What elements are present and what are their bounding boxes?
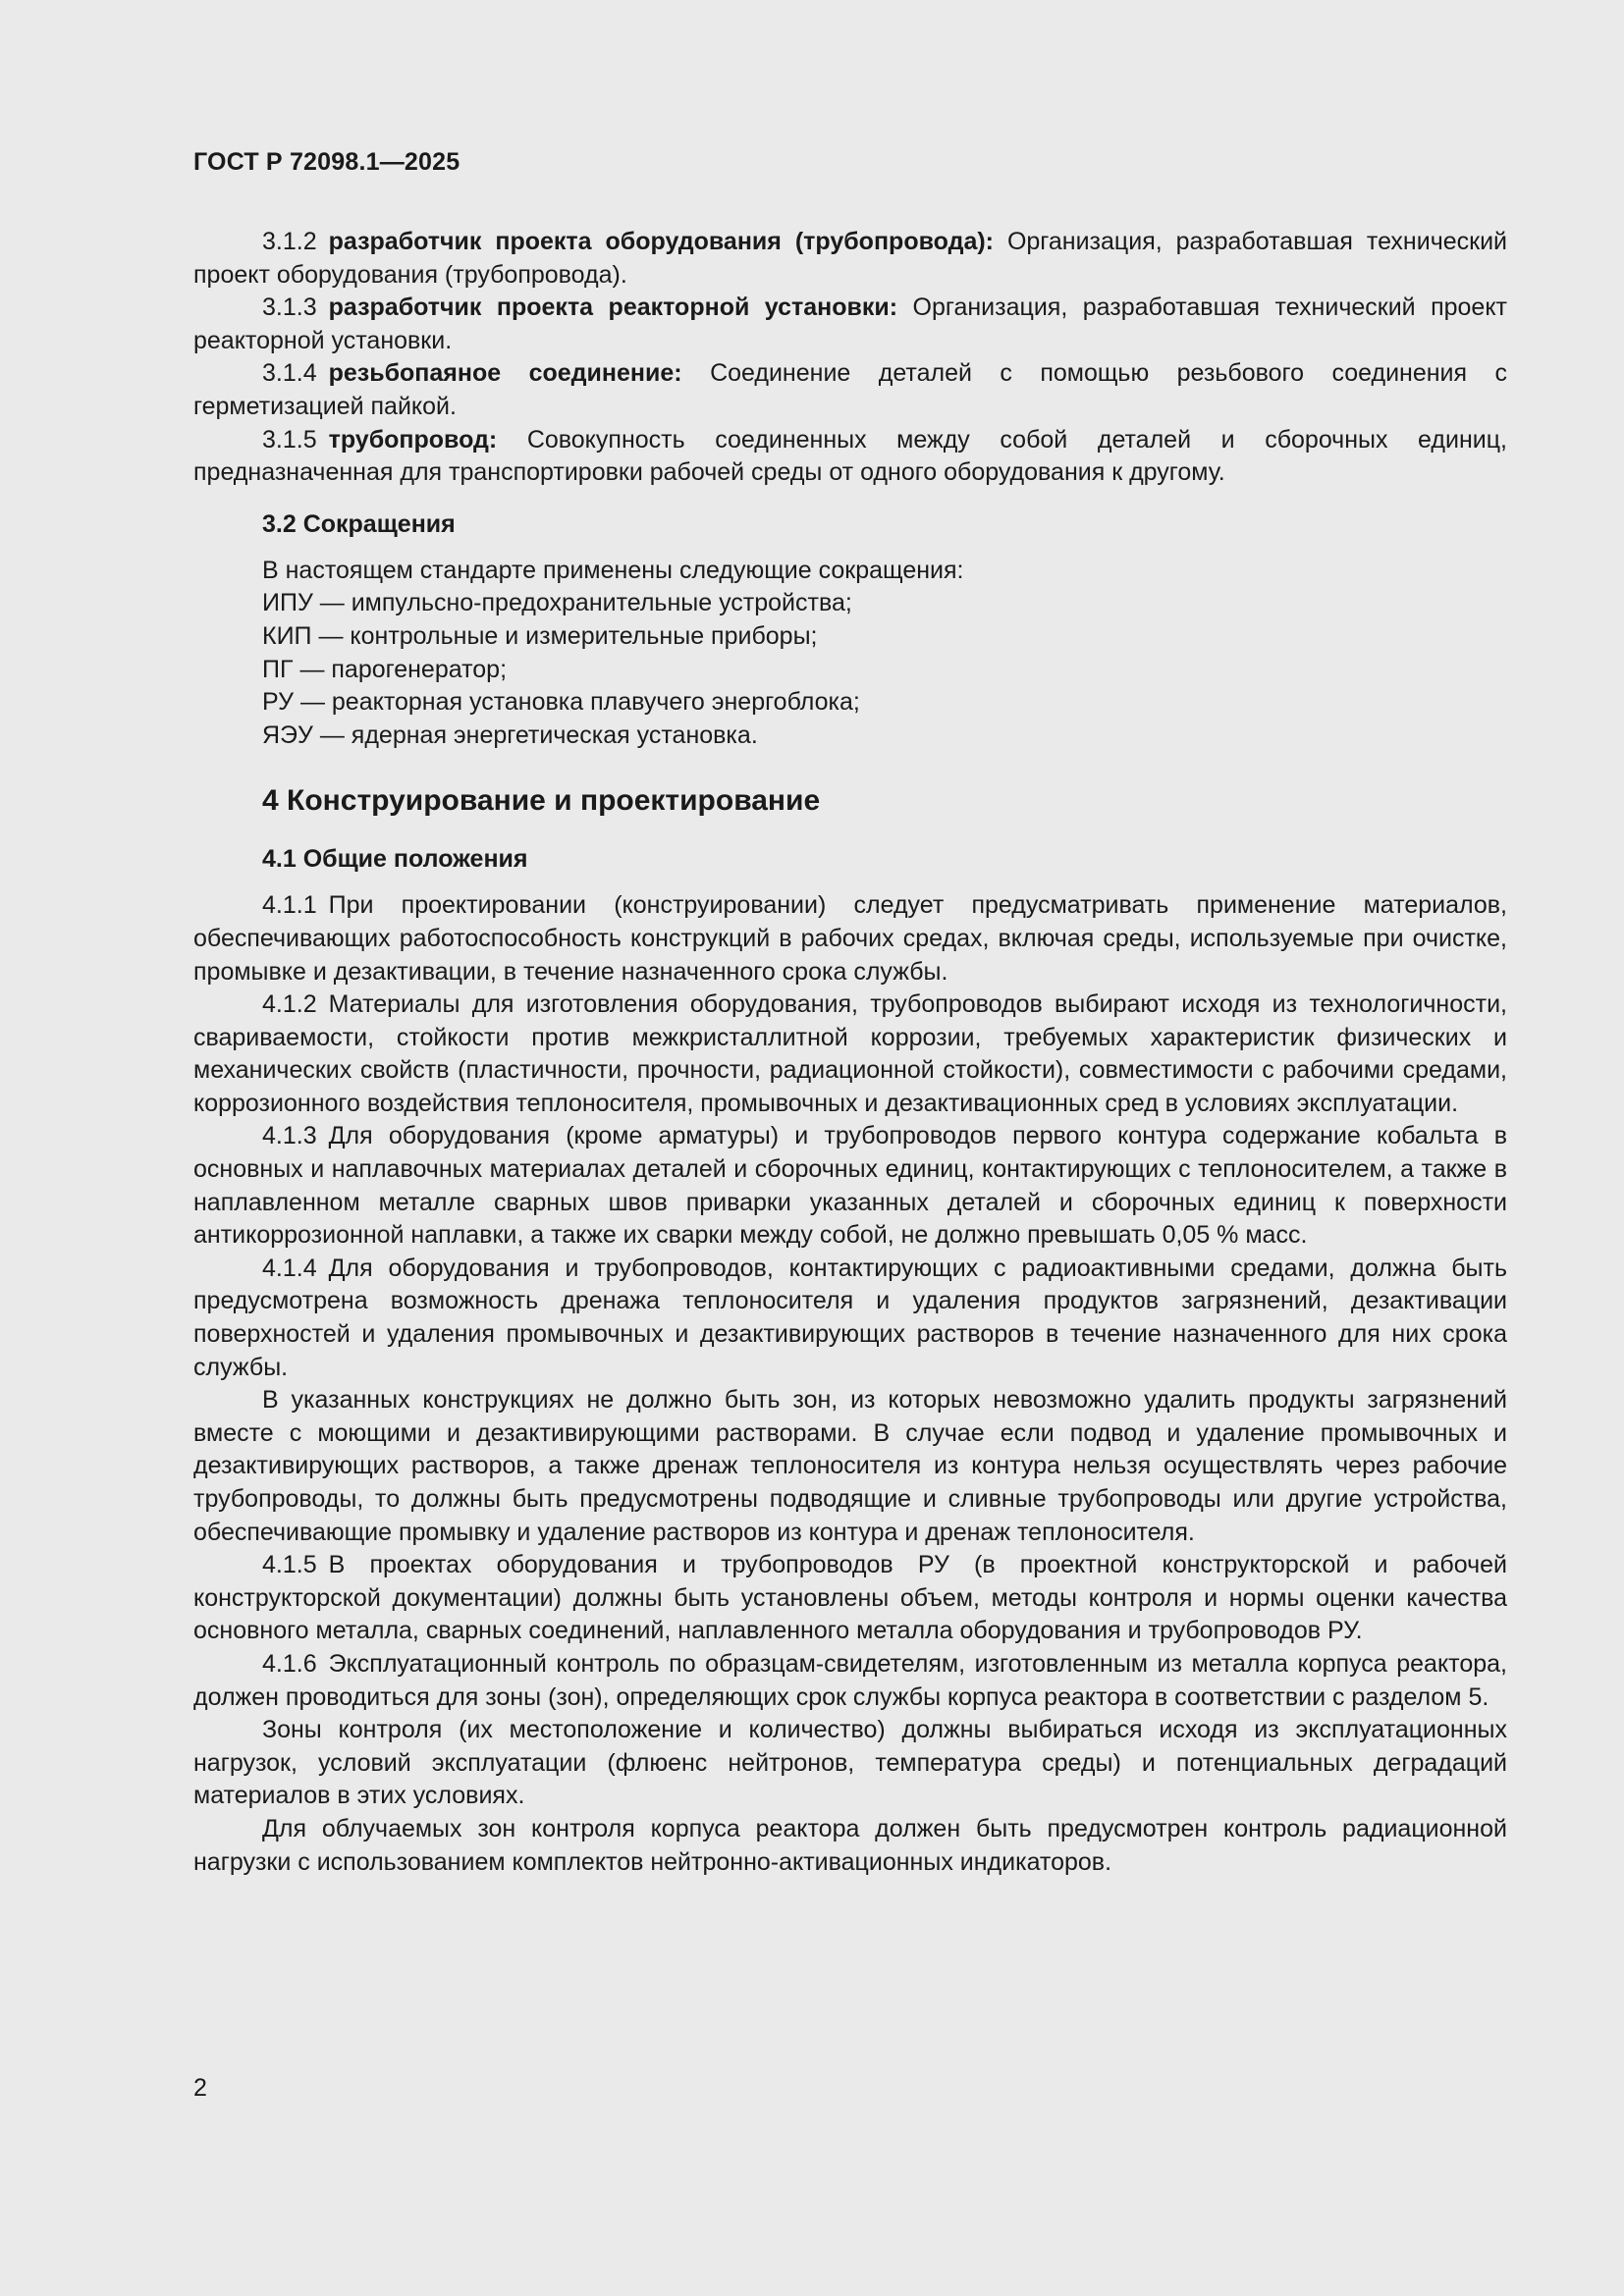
section-heading-4-1: 4.1 Общие положения: [262, 845, 528, 874]
document-header: ГОСТ Р 72098.1—2025: [193, 148, 460, 176]
paragraph-4-1-4: [193, 1253, 1507, 1384]
section-heading-4: 4 Конструирование и проектирование: [262, 784, 821, 818]
definition-text: Соединение деталей с помощью резьбового соединения с герметизацией пайкой.: [193, 359, 1507, 420]
paragraph-4-1-4-continued: [193, 1384, 1507, 1549]
paragraph-text: Материалы для изготовления оборудования, трубопроводов выбирают исходя из технологичности, свариваемости, стойкости против межкристаллитной коррозии, требуемых характеристик физических и механических свойств (пластичности, прочности, радиационной стойкости), совместимости с рабочими средами, коррозионного воздействия теплоносителя, промывочных и дезактивационных сред в условиях эксплуатации.: [193, 990, 1507, 1117]
definition-text: Совокупность соединенных между собой деталей и сборочных единиц, предназначенная для транспортировки рабочей среды от одного оборудования к другому.: [193, 425, 1507, 487]
clause-number: 4.1.2: [262, 990, 317, 1019]
clause-number: 4.1.3: [262, 1122, 317, 1150]
clause-number: 4.1.1: [262, 891, 317, 920]
paragraph-4-1-3: [193, 1120, 1507, 1252]
term: разработчик проекта реакторной установки:: [328, 294, 898, 322]
paragraph-text: В проектах оборудования и трубопроводов РУ (в проектной конструкторской и рабочей конструкторской документации) должны быть установлены объем, методы контроля и нормы оценки качества основного металла, сварных соединений, наплавленного металла оборудования и трубопроводов РУ.: [193, 1551, 1507, 1645]
page-number: 2: [193, 2074, 207, 2102]
clause-number: 3.1.3: [262, 294, 317, 322]
clause-number: 3.1.5: [262, 425, 317, 454]
paragraph-4-1-6-irradiated: [193, 1813, 1507, 1879]
abbreviation-item: ПГ — парогенератор;: [262, 655, 508, 683]
clause-number: 3.1.4: [262, 359, 317, 388]
abbreviation-item: РУ — реакторная установка плавучего энергоблока;: [262, 688, 860, 717]
definition-3-1-2: [193, 226, 1507, 292]
paragraph-text: Для оборудования (кроме арматуры) и трубопроводов первого контура содержание кобальта в основных и наплавочных материалах деталей и сборочных единиц, контактирующих с теплоносителем, а также в наплавленном металле сварных швов приварки указанных деталей и сборочных единиц к поверхности антикоррозионной наплавки, а также их сварки между собой, не должно превышать 0,05 % масс.: [193, 1122, 1507, 1250]
paragraph-4-1-5: [193, 1549, 1507, 1648]
clause-number: 4.1.5: [262, 1551, 317, 1579]
paragraph-text: Эксплуатационный контроль по образцам-свидетелям, изготовленным из металла корпуса реактора, должен проводиться для зоны (зон), определяющих срок службы корпуса реактора в соответствии с разделом 5.: [193, 1649, 1507, 1711]
paragraph-text: Для облучаемых зон контроля корпуса реактора должен быть предусмотрен контроль радиационной нагрузки с использованием комплектов нейтронно-активационных индикаторов.: [193, 1814, 1507, 1876]
paragraph-text: При проектировании (конструировании) следует предусматривать применение материалов, обеспечивающих работоспособность конструкций в рабочих средах, включая среды, используемые при очистке, промывке и дезактивации, в течение назначенного срока службы.: [193, 891, 1507, 986]
paragraph-text: Для оборудования и трубопроводов, контактирующих с радиоактивными средами, должна быть предусмотрена возможность дренажа теплоносителя и удаления продуктов загрязнений, дезактивации поверхностей и удаления промывочных и дезактивирующих растворов в течение назначенного для них срока службы.: [193, 1254, 1507, 1381]
paragraph-4-1-2: [193, 988, 1507, 1120]
definition-3-1-3: [193, 292, 1507, 357]
definition-3-1-5: [193, 424, 1507, 490]
definition-text: Организация, разработавшая технический проект реакторной установки.: [193, 294, 1508, 354]
clause-number: 3.1.2: [262, 228, 317, 255]
definition-text: Организация, разработавшая технический проект оборудования (трубопровода).: [193, 228, 1507, 289]
paragraph-4-1-6: [193, 1648, 1507, 1714]
term: трубопровод:: [328, 425, 498, 454]
abbreviations-list: [262, 555, 1507, 753]
definition-3-1-4: [193, 357, 1507, 423]
abbreviations-intro: В настоящем стандарте применены следующие сокращения:: [262, 556, 964, 584]
abbreviation-item: ЯЭУ — ядерная энергетическая установка.: [262, 721, 758, 749]
section-heading-3-2: 3.2 Сокращения: [262, 509, 456, 538]
clause-number: 4.1.4: [262, 1254, 317, 1282]
paragraph-4-1-6-zones: [193, 1714, 1507, 1813]
abbreviation-item: КИП — контрольные и измерительные приборы;: [262, 621, 818, 650]
paragraph-text: Зоны контроля (их местоположение и количество) должны выбираться исходя из эксплуатационных нагрузок, условий эксплуатации (флюенс нейтронов, температура среды) и потенциальных деградаций материалов в этих условиях.: [193, 1716, 1507, 1810]
term: разработчик проекта оборудования (трубопровода):: [328, 228, 994, 255]
clause-number: 4.1.6: [262, 1649, 317, 1678]
document-body: [193, 226, 1507, 1879]
paragraph-4-1-1: [193, 889, 1507, 988]
paragraph-text: В указанных конструкциях не должно быть зон, из которых невозможно удалить продукты загрязнений вместе с моющими и дезактивирующими растворами. В случае если подвод и удаление промывочных и дезактивирующих растворов, а также дренаж теплоносителя из контура нельзя осуществлять через рабочие трубопроводы, то должны быть предусмотрены подводящие и сливные трубопроводы или другие устройства, обеспечивающие промывку и удаление растворов из контура и дренаж теплоносителя.: [193, 1386, 1507, 1546]
term: резьбопаяное соединение:: [328, 359, 682, 388]
abbreviation-item: ИПУ — импульсно-предохранительные устройства;: [262, 589, 852, 617]
